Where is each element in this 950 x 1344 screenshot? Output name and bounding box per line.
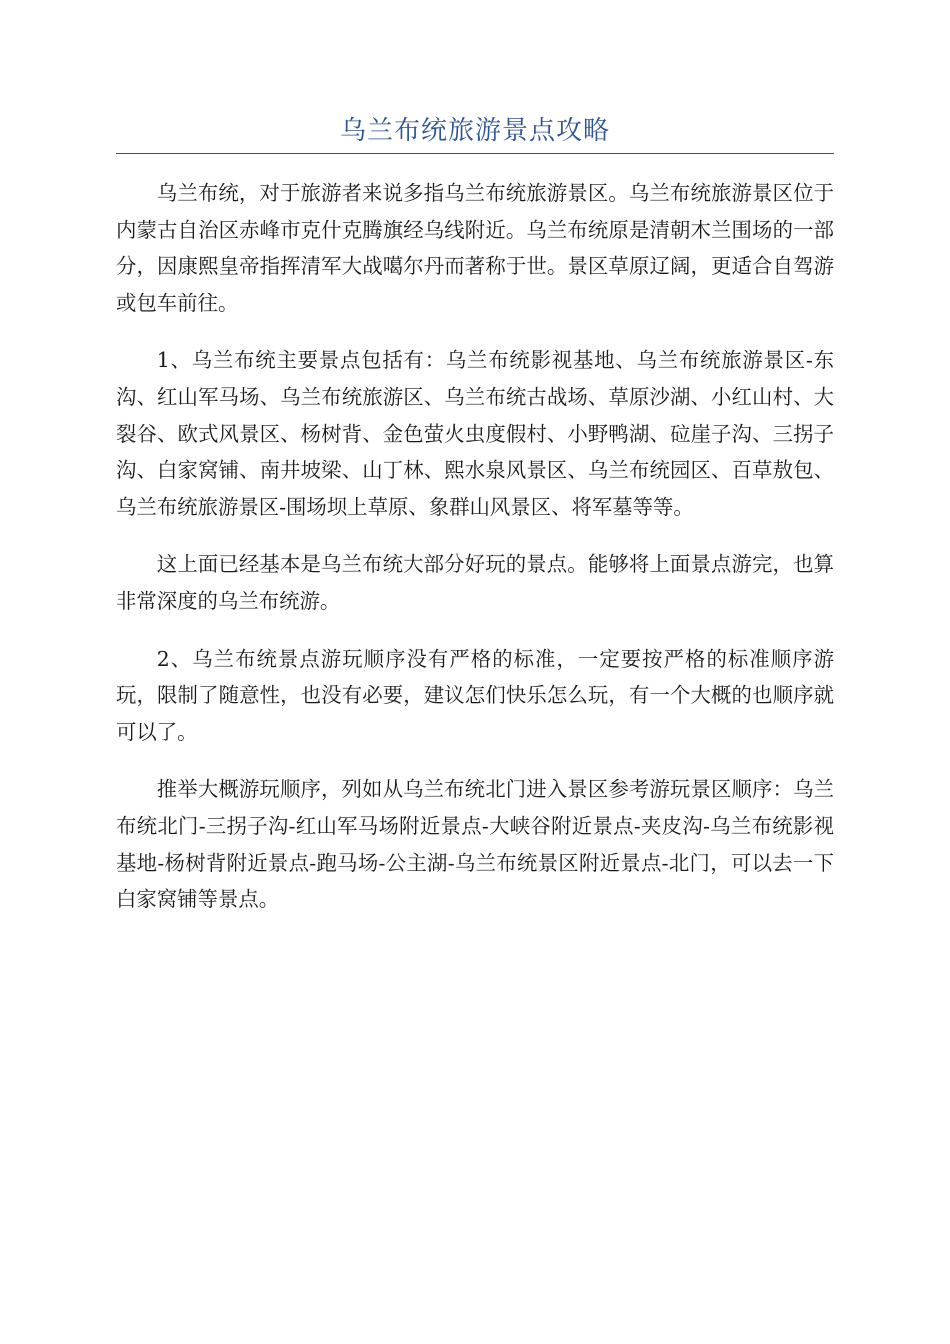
document-title: 乌兰布统旅游景点攻略 [339, 116, 610, 146]
document-body [116, 175, 834, 939]
paragraph-summary: 这上面已经基本是乌兰布统大部分好玩的景点。能够将上面景点游完，也算非常深度的乌兰布统游。 [116, 552, 834, 613]
title-underline [116, 153, 834, 154]
paragraph-visit-order: 2、乌兰布统景点游玩顺序没有严格的标准，一定要按严格的标准顺序游玩，限制了随意性，也没有必要，建议怎们快乐怎么玩，有一个大概的也顺序就可以了。 [116, 646, 834, 744]
paragraph-suggested-route: 推举大概游玩顺序，列如从乌兰布统北门进入景区参考游玩景区顺序：乌兰布统北门-三拐子沟-红山军马场附近景点-大峡谷附近景点-夹皮沟-乌兰布统影视基地-杨树背附近景点-跑马场-公主湖-乌兰布统景区附近景点-北门，可以去一下白家窝铺等景点。 [116, 777, 834, 912]
paragraph-main-attractions: 1、乌兰布统主要景点包括有：乌兰布统影视基地、乌兰布统旅游景区-东沟、红山军马场、乌兰布统旅游区、乌兰布统古战场、草原沙湖、小红山村、大裂谷、欧式风景区、杨树背、金色萤火虫度假村、小野鸭湖、砬崖子沟、三拐子沟、白家窝铺、南井坡梁、山丁林、熙水泉风景区、乌兰布统园区、百草敖包、乌兰布统旅游景区-围场坝上草原、象群山风景区、将军墓等等。 [116, 348, 834, 519]
paragraph-intro: 乌兰布统，对于旅游者来说多指乌兰布统旅游景区。乌兰布统旅游景区位于内蒙古自治区赤峰市克什克腾旗经乌线附近。乌兰布统原是清朝木兰围场的一部分，因康熙皇帝指挥清军大战噶尔丹而著称于世。景区草原辽阔，更适合自驾游或包车前往。 [116, 181, 834, 315]
